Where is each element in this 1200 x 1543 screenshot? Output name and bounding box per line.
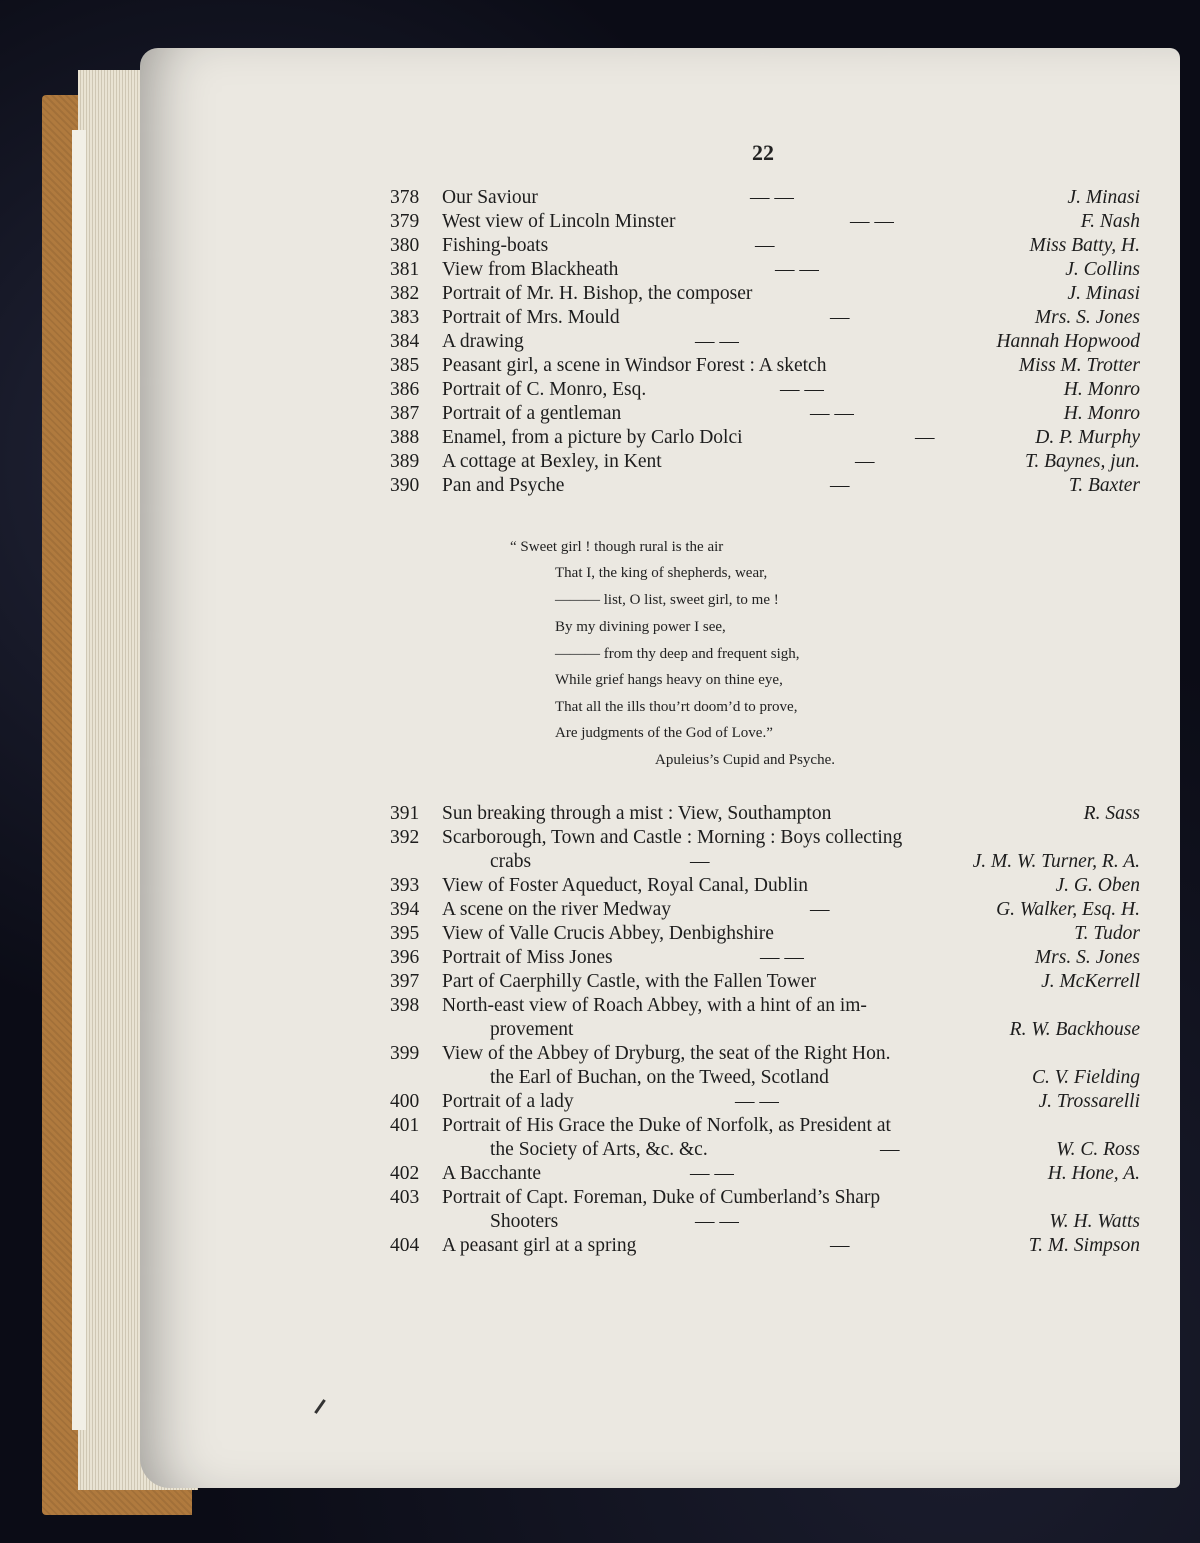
entry-dashes: — — <box>775 259 819 280</box>
entry-artist: R. W. Backhouse <box>1009 1019 1140 1040</box>
catalog-entry <box>390 922 1150 946</box>
entry-artist: J. Minasi <box>1067 187 1140 208</box>
entry-artist: J. Minasi <box>1067 283 1140 304</box>
entry-dashes: — — <box>760 947 804 968</box>
entry-number: 389 <box>390 451 420 472</box>
entry-number: 381 <box>390 259 420 280</box>
catalog-entry <box>390 1114 1150 1138</box>
catalog-entry <box>390 1186 1150 1210</box>
entry-artist: J. Collins <box>1065 259 1140 280</box>
entry-dashes: — <box>830 1235 850 1256</box>
entry-number: 378 <box>390 187 420 208</box>
entry-title: Our Saviour <box>442 187 538 208</box>
entry-number: 404 <box>390 1235 420 1256</box>
entry-number: 385 <box>390 355 420 376</box>
entry-number: 397 <box>390 971 420 992</box>
entry-number: 399 <box>390 1043 420 1064</box>
entry-title: Portrait of Miss Jones <box>442 947 613 968</box>
entry-title: Pan and Psyche <box>442 475 565 496</box>
entry-number: 387 <box>390 403 420 424</box>
entry-title: Portrait of Capt. Foreman, Duke of Cumberland’s Sharp <box>442 1187 881 1208</box>
entry-artist: D. P. Murphy <box>1035 427 1140 448</box>
entry-number: 398 <box>390 995 420 1016</box>
entry-title: Enamel, from a picture by Carlo Dolci <box>442 427 743 448</box>
entry-title: A Bacchante <box>442 1163 542 1184</box>
entry-artist: Mrs. S. Jones <box>1034 947 1140 968</box>
catalog-entry <box>390 1234 1150 1258</box>
entry-artist: R. Sass <box>1083 803 1140 824</box>
entry-title: Shooters <box>490 1211 559 1232</box>
entry-number: 388 <box>390 427 420 448</box>
entry-dashes: — <box>855 451 875 472</box>
verse-attribution: Apuleius’s Cupid and Psyche. <box>655 752 835 768</box>
catalog-entry <box>390 826 1150 850</box>
entry-title: provement <box>490 1019 574 1040</box>
entry-title: View of Foster Aqueduct, Royal Canal, Dublin <box>442 875 809 896</box>
catalog-entry <box>390 874 1150 898</box>
entry-title: View from Blackheath <box>442 259 619 280</box>
entry-number: 391 <box>390 803 420 824</box>
page-number: 22 <box>752 140 774 165</box>
entry-artist: C. V. Fielding <box>1032 1067 1140 1088</box>
entry-title: West view of Lincoln Minster <box>442 211 676 232</box>
entry-artist: H. Monro <box>1063 403 1140 424</box>
entry-number: 386 <box>390 379 420 400</box>
entry-dashes: — <box>880 1139 900 1160</box>
entry-title: Portrait of His Grace the Duke of Norfolk, as President at <box>442 1115 891 1136</box>
catalog-entry <box>390 1090 1150 1114</box>
entry-dashes: — <box>830 307 850 328</box>
entry-artist: H. Monro <box>1063 379 1140 400</box>
entry-dashes: — — <box>695 1211 739 1232</box>
entry-artist: G. Walker, Esq. H. <box>996 899 1140 920</box>
entry-number: 396 <box>390 947 420 968</box>
entry-dashes: — — <box>750 187 794 208</box>
entry-artist: T. Baxter <box>1068 475 1140 496</box>
entry-dashes: — <box>915 427 935 448</box>
catalog-entry-continuation <box>390 1138 1150 1162</box>
entry-number: 400 <box>390 1091 420 1112</box>
catalog-entry-continuation <box>390 1066 1150 1090</box>
entry-title: A peasant girl at a spring <box>442 1235 637 1256</box>
entry-number: 401 <box>390 1115 420 1136</box>
entry-artist: H. Hone, A. <box>1047 1163 1140 1184</box>
catalog-entry <box>390 970 1150 994</box>
verse-line: ——— list, O list, sweet girl, to me ! <box>555 592 779 608</box>
entry-title: Part of Caerphilly Castle, with the Fallen Tower <box>442 971 817 992</box>
catalog-entry <box>390 1042 1150 1066</box>
entry-artist: W. H. Watts <box>1049 1211 1140 1232</box>
catalog-entry-continuation <box>390 850 1150 874</box>
entry-title: Portrait of a gentleman <box>442 403 622 424</box>
entry-dashes: — — <box>690 1163 734 1184</box>
catalog-entry <box>390 898 1150 922</box>
entry-title: A cottage at Bexley, in Kent <box>442 451 662 472</box>
entry-title: A drawing <box>442 331 524 352</box>
catalog-entry <box>390 994 1150 1018</box>
entry-number: 392 <box>390 827 420 848</box>
entry-title: Portrait of a lady <box>442 1091 574 1112</box>
entry-dashes: — <box>830 475 850 496</box>
entry-artist: T. Tudor <box>1074 923 1140 944</box>
entry-artist: Mrs. S. Jones <box>1034 307 1140 328</box>
entry-number: 382 <box>390 283 420 304</box>
entry-dashes: — — <box>850 211 894 232</box>
entry-number: 380 <box>390 235 420 256</box>
entry-title: Portrait of C. Monro, Esq. <box>442 379 647 400</box>
entry-title: North-east view of Roach Abbey, with a hint of an im- <box>442 995 867 1016</box>
entry-number: 395 <box>390 923 420 944</box>
verse-line: While grief hangs heavy on thine eye, <box>555 672 783 688</box>
entry-title: Peasant girl, a scene in Windsor Forest : A sketch <box>442 355 827 376</box>
verse-line: Are judgments of the God of Love.” <box>555 725 773 741</box>
entry-title: Sun breaking through a mist : View, Southampton <box>442 803 832 824</box>
entry-number: 402 <box>390 1163 420 1184</box>
entry-number: 394 <box>390 899 420 920</box>
verse-line: That all the ills thou’rt doom’d to prove, <box>555 699 798 715</box>
entry-artist: Hannah Hopwood <box>996 331 1140 352</box>
entry-dashes: — — <box>780 379 824 400</box>
entry-artist: J. M. W. Turner, R. A. <box>972 851 1140 872</box>
catalog-entry <box>390 1162 1150 1186</box>
entry-artist: T. M. Simpson <box>1028 1235 1140 1256</box>
entry-number: 383 <box>390 307 420 328</box>
entry-title: Portrait of Mr. H. Bishop, the composer <box>442 283 753 304</box>
entry-artist: Miss Batty, H. <box>1029 235 1140 256</box>
entry-title: A scene on the river Medway <box>442 899 672 920</box>
entry-artist: Miss M. Trotter <box>1018 355 1140 376</box>
catalog-entry <box>390 802 1150 826</box>
entry-artist: J. McKerrell <box>1041 971 1140 992</box>
entry-artist: F. Nash <box>1080 211 1140 232</box>
entry-artist: W. C. Ross <box>1056 1139 1140 1160</box>
entry-dashes: — <box>690 851 710 872</box>
entry-dashes: — — <box>695 331 739 352</box>
entry-number: 403 <box>390 1187 420 1208</box>
entry-title: View of Valle Crucis Abbey, Denbighshire <box>442 923 774 944</box>
catalog-entry-continuation <box>390 1210 1150 1234</box>
entry-title: Fishing-boats <box>442 235 549 256</box>
verse-line: “ Sweet girl ! though rural is the air <box>510 539 724 555</box>
entry-title: Portrait of Mrs. Mould <box>442 307 620 328</box>
entry-dashes: — <box>755 235 775 256</box>
entry-artist: J. G. Oben <box>1055 875 1140 896</box>
entry-number: 390 <box>390 475 420 496</box>
entry-title: View of the Abbey of Dryburg, the seat of the Right Hon. <box>442 1043 891 1064</box>
entry-number: 393 <box>390 875 420 896</box>
entry-title: Scarborough, Town and Castle : Morning : Boys collecting <box>442 827 903 848</box>
entry-dashes: — <box>810 899 830 920</box>
entry-artist: J. Trossarelli <box>1038 1091 1140 1112</box>
entry-title: the Earl of Buchan, on the Tweed, Scotland <box>490 1067 829 1088</box>
entry-title: the Society of Arts, &c. &c. <box>490 1139 708 1160</box>
verse-line: That I, the king of shepherds, wear, <box>555 565 768 581</box>
catalog-entry <box>390 946 1150 970</box>
entry-number: 379 <box>390 211 420 232</box>
entry-dashes: — — <box>810 403 854 424</box>
catalog-entry-continuation <box>390 1018 1150 1042</box>
verse-line: By my divining power I see, <box>555 619 726 635</box>
entry-number: 384 <box>390 331 420 352</box>
verse-line: ——— from thy deep and frequent sigh, <box>555 646 800 662</box>
entry-dashes: — — <box>735 1091 779 1112</box>
entry-title: crabs <box>490 851 532 872</box>
entry-artist: T. Baynes, jun. <box>1024 451 1140 472</box>
